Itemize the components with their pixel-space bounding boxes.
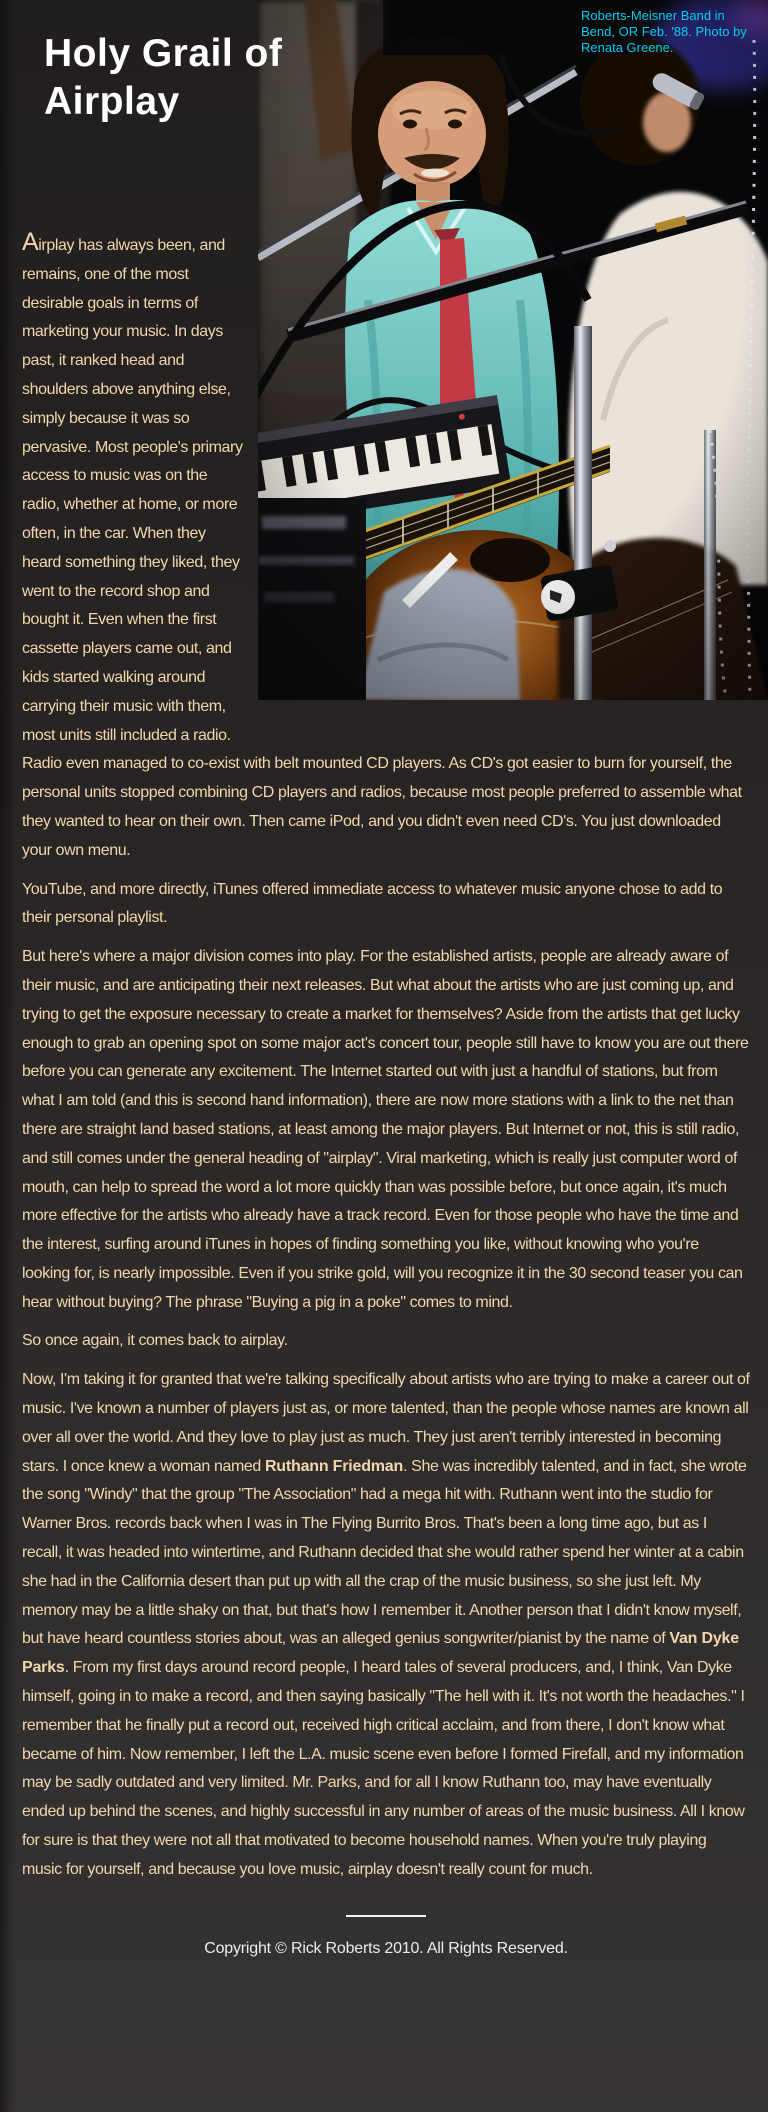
paragraph: So once again, it comes back to airplay. [22, 1332, 288, 1350]
highlighted-name: Ruthann Friedman [264, 1457, 404, 1475]
footer-divider [346, 1915, 426, 1917]
paragraph: Now, I'm taking it for granted that we're talking specifically about artists who are trying to make a career out of music. I've known a number of players just as, or more talented, than the people whose names are known all over all over the world. And they love to play just as much. They just aren't terribly interested in becoming stars. I once knew a woman named Ruthann Friedman. She was incredibly talented, and in fact, she wrote the song "Windy" that the group "The Association" had a mega hit with. Ruthann went into the studio for Warner Bros. records back when I was in The Flying Burrito Bros. That's been a long time ago, but as I recall, it was headed into wintertime, and Ruthann decided that she would rather spend her winter at a cabin she had in the California desert than put up with all the crap of the music business, so she just left. My memory may be a little shaky on that, but that's how I remember it. Another person that I didn't know myself, but have heard countless stories about, was an alleged genius songwriter/pianist by the name of Van Dyke Parks. From my first days around record people, I heard tales of several producers, and, I think, Van Dyke himself, going in to make a record, and then saying basically "The hell with it. It's not worth the headaches." I remember that he finally put a record out, received high critical acclaim, and from there, I don't know what became of him. Now remember, I left the L.A. music scene even before I formed Firefall, and my information may be sadly outdated and very limited. Mr. Parks, and for all I know Ruthann too, may have eventually ended up behind the scenes, and highly successful in any number of areas of the music business. All I know for sure is that they were not all that motivated to become household names. When you're truly playing music for yourself, and because you love music, airplay doesn't really count for much. [22, 1371, 750, 1878]
page-title: Holy Grail of Airplay [44, 32, 283, 123]
drop-cap: A [22, 228, 39, 256]
copyright-notice: Copyright © Rick Roberts 2010. All Rights Reserved. [204, 1939, 568, 1957]
highlighted-name: Van Dyke Parks [22, 1630, 739, 1677]
paragraph: YouTube, and more directly, iTunes offered immediate access to whatever music anyone chose to add to their personal playlist. [22, 880, 723, 927]
photo-caption: Roberts-Meisner Band in Bend, OR Feb. '88. Photo by Renata Greene. [581, 8, 747, 55]
paragraph: But here's where a major division comes into play. For the established artists, people are already aware of their music, and are anticipating their next releases. But what about the artists who are just coming up, and trying to get the exposure necessary to create a market for themselves? Aside from the artists that get lucky enough to grab an opening spot on some major act's concert tour, people still have to know you are out there before you can generate any excitement. The Internet started out with just a handful of stations, but from what I am told (and this is second hand information), there are now more stations with a link to the net than there are straight land based stations, at least among the major players. But Internet or not, this is still radio, and still comes under the general heading of "airplay". Viral marketing, which is really just computer word of mouth, can help to spread the word a lot more quickly than was possible before, but once again, it's much more effective for the artists who already have a track record. Even for those people who have the time and the interest, surfing around iTunes in hopes of finding something you like, without knowing who you're looking for, is nearly impossible. Even if you strike gold, will you recognize it in the 30 second teaser you can hear without buying? The phrase "Buying a pig in a poke" comes to mind. [22, 948, 749, 1311]
paragraph: Airplay has always been, and remains, one of the most desirable goals in terms of marketing your music. In days past, it ranked head and shoulders above anything else, simply because it was so pervasive. Most people's primary access to music was on the radio, whether at home, or more often, in the car. When they heard something they liked, they went to the record shop and bought it. Even when the first cassette players came out, and kids started walking around carrying their music with them, most units still included a radio. Radio even managed to co-exist with belt mounted CD players. As CD's got easier to burn for yourself, the personal units stopped combining CD players and radios, because most people preferred to assemble what they wanted to hear on their own. Then came iPod, and you didn't even need CD's. You just downloaded your own menu. [22, 228, 742, 859]
